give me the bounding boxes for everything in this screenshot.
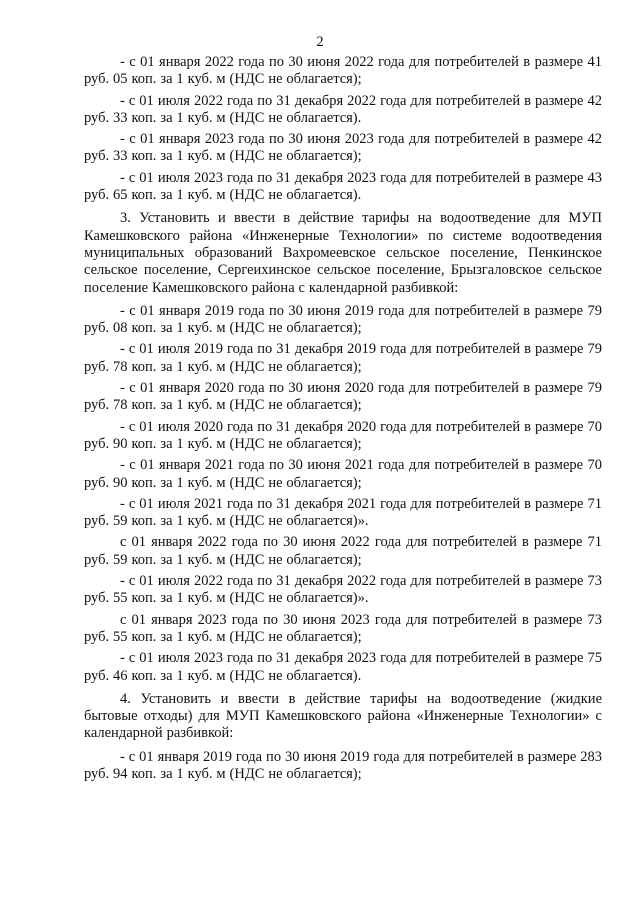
tariff-item: - с 01 июля 2020 года по 31 декабря 2020 года для потребителей в размере 70 руб. 90 коп. за 1 куб. м (НДС не облагается); — [84, 418, 602, 452]
tariff-item: - с 01 июля 2023 года по 31 декабря 2023 года для потребителей в размере 43 руб. 65 коп. за 1 куб. м (НДС не облагается). — [84, 169, 602, 204]
tariff-item: - с 01 января 2021 года по 30 июня 2021 года для потребителей в размере 70 руб. 90 коп. за 1 куб. м (НДС не облагается); — [84, 457, 602, 491]
section-3-paragraph: 3. Установить и ввести в действие тарифы на водоотведение для МУП Камешковского района «Инженерные Технологии» по системе водоотведения муниципальных образований Вахромеевское сельское поселение, Пенкинское сельское поселение, Сергеихинское сельское поселение, Брызгаловское сельское поселение Камешковского района с календарной разбивкой: — [84, 210, 602, 296]
tariff-item: с 01 января 2023 года по 30 июня 2023 года для потребителей в размере 73 руб. 55 коп. за 1 куб. м (НДС не облагается); — [84, 611, 602, 645]
tariff-item: - с 01 января 2023 года по 30 июня 2023 года для потребителей в размере 42 руб. 33 коп. за 1 куб. м (НДС не облагается); — [84, 131, 602, 165]
document-body — [84, 54, 602, 787]
tariff-item: с 01 января 2022 года по 30 июня 2022 года для потребителей в размере 71 руб. 59 коп. за 1 куб. м (НДС не облагается); — [84, 534, 602, 568]
tariff-item: - с 01 января 2019 года по 30 июня 2019 года для потребителей в размере 283 руб. 94 коп. за 1 куб. м (НДС не облагается); — [84, 748, 602, 782]
tariff-item: - с 01 января 2022 года по 30 июня 2022 года для потребителей в размере 41 руб. 05 коп. за 1 куб. м (НДС не облагается); — [84, 54, 602, 88]
tariff-item: - с 01 января 2020 года по 30 июня 2020 года для потребителей в размере 79 руб. 78 коп. за 1 куб. м (НДС не облагается); — [84, 380, 602, 414]
tariff-item: - с 01 января 2019 года по 30 июня 2019 года для потребителей в размере 79 руб. 08 коп. за 1 куб. м (НДС не облагается); — [84, 302, 602, 337]
section-4-paragraph: 4. Установить и ввести в действие тарифы на водоотведение (жидкие бытовые отходы) для МУП Камешковского района «Инженерные Технологии» с календарной разбивкой: — [84, 690, 602, 742]
tariff-item: - с 01 июля 2022 года по 31 декабря 2022 года для потребителей в размере 42 руб. 33 коп. за 1 куб. м (НДС не облагается). — [84, 92, 602, 126]
tariff-item: - с 01 июля 2022 года по 31 декабря 2022 года для потребителей в размере 73 руб. 55 коп. за 1 куб. м (НДС не облагается)». — [84, 573, 602, 607]
page-number: 2 — [316, 34, 324, 50]
tariff-item: - с 01 июля 2023 года по 31 декабря 2023 года для потребителей в размере 75 руб. 46 коп. за 1 куб. м (НДС не облагается). — [84, 650, 602, 684]
tariff-item: - с 01 июля 2021 года по 31 декабря 2021 года для потребителей в размере 71 руб. 59 коп. за 1 куб. м (НДС не облагается)». — [84, 495, 602, 530]
tariff-item: - с 01 июля 2019 года по 31 декабря 2019 года для потребителей в размере 79 руб. 78 коп. за 1 куб. м (НДС не облагается); — [84, 341, 602, 375]
